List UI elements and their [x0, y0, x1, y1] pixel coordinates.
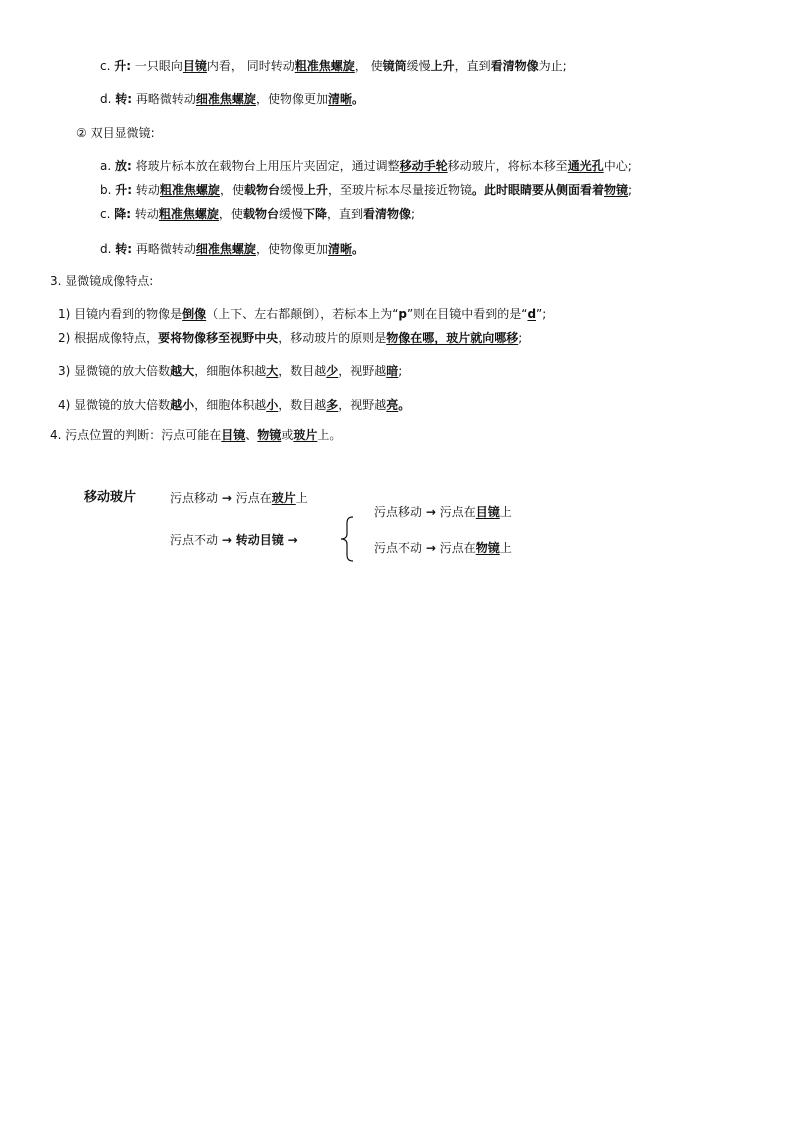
arrow-icon: → [221, 491, 232, 505]
text: 一只眼向 [134, 59, 183, 73]
text: 根据成像特点， [74, 331, 159, 345]
text: 污点不动 [170, 533, 219, 547]
text: 上 [499, 505, 512, 519]
bold-term: 越大 [170, 364, 195, 378]
answer: 物镜 [257, 428, 282, 442]
text: ，数目越 [278, 364, 327, 378]
step-prefix: d. [100, 92, 112, 106]
bold-term: 看清物像 [363, 207, 412, 221]
step-prefix: a. [100, 159, 112, 173]
bold-term: 要将物像移至视野中央 [158, 331, 279, 345]
text: 缓慢 [278, 207, 303, 221]
text: （上下、左右都颠倒），若标本上为“ [206, 307, 399, 321]
bold-term: 镜筒 [382, 59, 407, 73]
text: 上 [295, 491, 308, 505]
bino-step-d [100, 240, 364, 258]
answer: 粗准焦螺旋 [159, 183, 220, 197]
text: ”; [536, 307, 547, 321]
text: 上。 [317, 428, 342, 442]
text: ，细胞体积越 [194, 364, 267, 378]
text: 。 [351, 242, 364, 256]
text: ，使物像更加 [255, 242, 328, 256]
answer: 小 [266, 398, 279, 412]
item-number: 1) [58, 307, 71, 321]
answer: 细准焦螺旋 [195, 242, 256, 256]
section-heading: 3. 显微镜成像特点: [50, 274, 154, 288]
bold-term: 上升 [430, 59, 455, 73]
text: 再略微转动 [135, 242, 196, 256]
bino-step-a [100, 157, 632, 175]
text: 内看， 同时转动 [206, 59, 295, 73]
answer: 目镜 [475, 505, 500, 519]
text: ，细胞体积越 [194, 398, 267, 412]
text: ，使物像更加 [255, 92, 328, 106]
text: 污点移动 [170, 491, 219, 505]
step-key: 放: [115, 159, 132, 173]
item-number: 3) [58, 364, 71, 378]
answer: 物镜 [604, 183, 629, 197]
text: 。 [398, 398, 411, 412]
text: 。 [351, 92, 364, 106]
text: ，视野越 [338, 364, 387, 378]
bino-step-b [100, 181, 632, 199]
text: ，至玻片标本尽量接近物镜 [328, 183, 473, 197]
arrow-icon: → [425, 505, 436, 519]
answer: 细准焦螺旋 [195, 92, 256, 106]
text: 中心; [603, 159, 632, 173]
text: 转动 [135, 183, 160, 197]
answer: 粗准焦螺旋 [158, 207, 219, 221]
answer: 玻片 [271, 491, 296, 505]
binocular-title [76, 124, 155, 142]
answer: 清晰 [327, 92, 352, 106]
text: ，直到 [454, 59, 491, 73]
answer: d [527, 307, 537, 321]
step-key: 升: [115, 183, 133, 197]
step-key: 降: [114, 207, 132, 221]
text: ，数目越 [278, 398, 327, 412]
step-prefix: d. [100, 242, 112, 256]
s3-item-3 [58, 362, 402, 380]
curly-brace-icon [338, 516, 358, 562]
text: 、 [245, 428, 258, 442]
answer: 移动手轮 [399, 159, 448, 173]
text: 污点在 [439, 505, 476, 519]
answer: 物镜 [475, 541, 500, 555]
item-number: 4) [58, 398, 71, 412]
answer: 清晰 [327, 242, 352, 256]
bold-term: 下降 [302, 207, 327, 221]
bold-term: 上升 [303, 183, 328, 197]
diagram-branch-1 [170, 489, 308, 507]
bold-term: 载物台 [242, 207, 279, 221]
step-key: 升: [114, 59, 132, 73]
arrow-icon: → [287, 533, 298, 547]
text: ”则在目镜中看到的是“ [407, 307, 528, 321]
mono-step-d [100, 90, 364, 108]
text: 缓慢 [406, 59, 431, 73]
text: 转动 [134, 207, 159, 221]
answer: 目镜 [221, 428, 246, 442]
text: 再略微转动 [135, 92, 196, 106]
text: 污点在 [439, 541, 476, 555]
bold-term: 越小 [170, 398, 195, 412]
bold-term: 看清物像 [490, 59, 539, 73]
text: 将玻片标本放在载物台上用压片夹固定，通过调整 [135, 159, 400, 173]
answer: 倒像 [182, 307, 207, 321]
text: 目镜内看到的物像是 [74, 307, 183, 321]
diagram-sub-2 [374, 539, 512, 557]
bold-term: 载物台 [243, 183, 280, 197]
text: 污点在 [235, 491, 272, 505]
answer: 物像在哪，玻片就向哪移 [386, 331, 519, 345]
answer: 粗准焦螺旋 [294, 59, 355, 73]
text: ，移动玻片的原则是 [278, 331, 387, 345]
text: ，使 [218, 207, 243, 221]
arrow-icon: → [221, 533, 232, 547]
text: 缓慢 [279, 183, 304, 197]
s3-item-4 [58, 396, 410, 414]
answer: 目镜 [182, 59, 207, 73]
text: 显微镜的放大倍数 [74, 364, 171, 378]
diagram-sub-1 [374, 503, 512, 521]
step-prefix: c. [100, 207, 111, 221]
diagram-root: 移动玻片 [84, 490, 137, 505]
answer: 暗 [386, 364, 399, 378]
text: ，使 [219, 183, 244, 197]
arrow-icon: → [425, 541, 436, 555]
section-heading: 双目显微镜: [90, 126, 155, 140]
text: ; [628, 183, 633, 197]
item-number: 2) [58, 331, 71, 345]
section-3-title [50, 272, 153, 290]
circled-number: ② [76, 126, 87, 140]
step-key: 转: [115, 242, 133, 256]
text: 为止; [538, 59, 567, 73]
answer: 多 [326, 398, 339, 412]
text: 污点移动 [374, 505, 423, 519]
answer: 大 [266, 364, 279, 378]
diagram-branch-2 [170, 531, 298, 549]
text: ，直到 [326, 207, 363, 221]
bold-term: 转动目镜 [235, 533, 284, 547]
step-prefix: c. [100, 59, 111, 73]
text: ， 使 [354, 59, 383, 73]
step-key: 转: [115, 92, 133, 106]
s3-item-2 [58, 329, 522, 347]
answer: 少 [326, 364, 339, 378]
text: 上 [499, 541, 512, 555]
text: ; [518, 331, 523, 345]
bold-term: p [398, 307, 407, 321]
text: ，视野越 [338, 398, 387, 412]
text: 或 [281, 428, 294, 442]
answer: 亮 [386, 398, 399, 412]
step-prefix: b. [100, 183, 112, 197]
text: 移动玻片，将标本移至 [447, 159, 568, 173]
text: ; [411, 207, 416, 221]
answer: 通光孔 [567, 159, 604, 173]
answer: 玻片 [293, 428, 318, 442]
text: 显微镜的放大倍数 [74, 398, 171, 412]
bino-step-c [100, 205, 415, 223]
text: ; [398, 364, 403, 378]
s3-item-1 [58, 305, 546, 323]
text: 污点不动 [374, 541, 423, 555]
section-4 [50, 426, 341, 444]
section-heading: 4. 污点位置的判断：污点可能在 [50, 428, 222, 442]
text: 。此时眼睛要从侧面看着 [472, 183, 605, 197]
mono-step-c [100, 57, 567, 75]
